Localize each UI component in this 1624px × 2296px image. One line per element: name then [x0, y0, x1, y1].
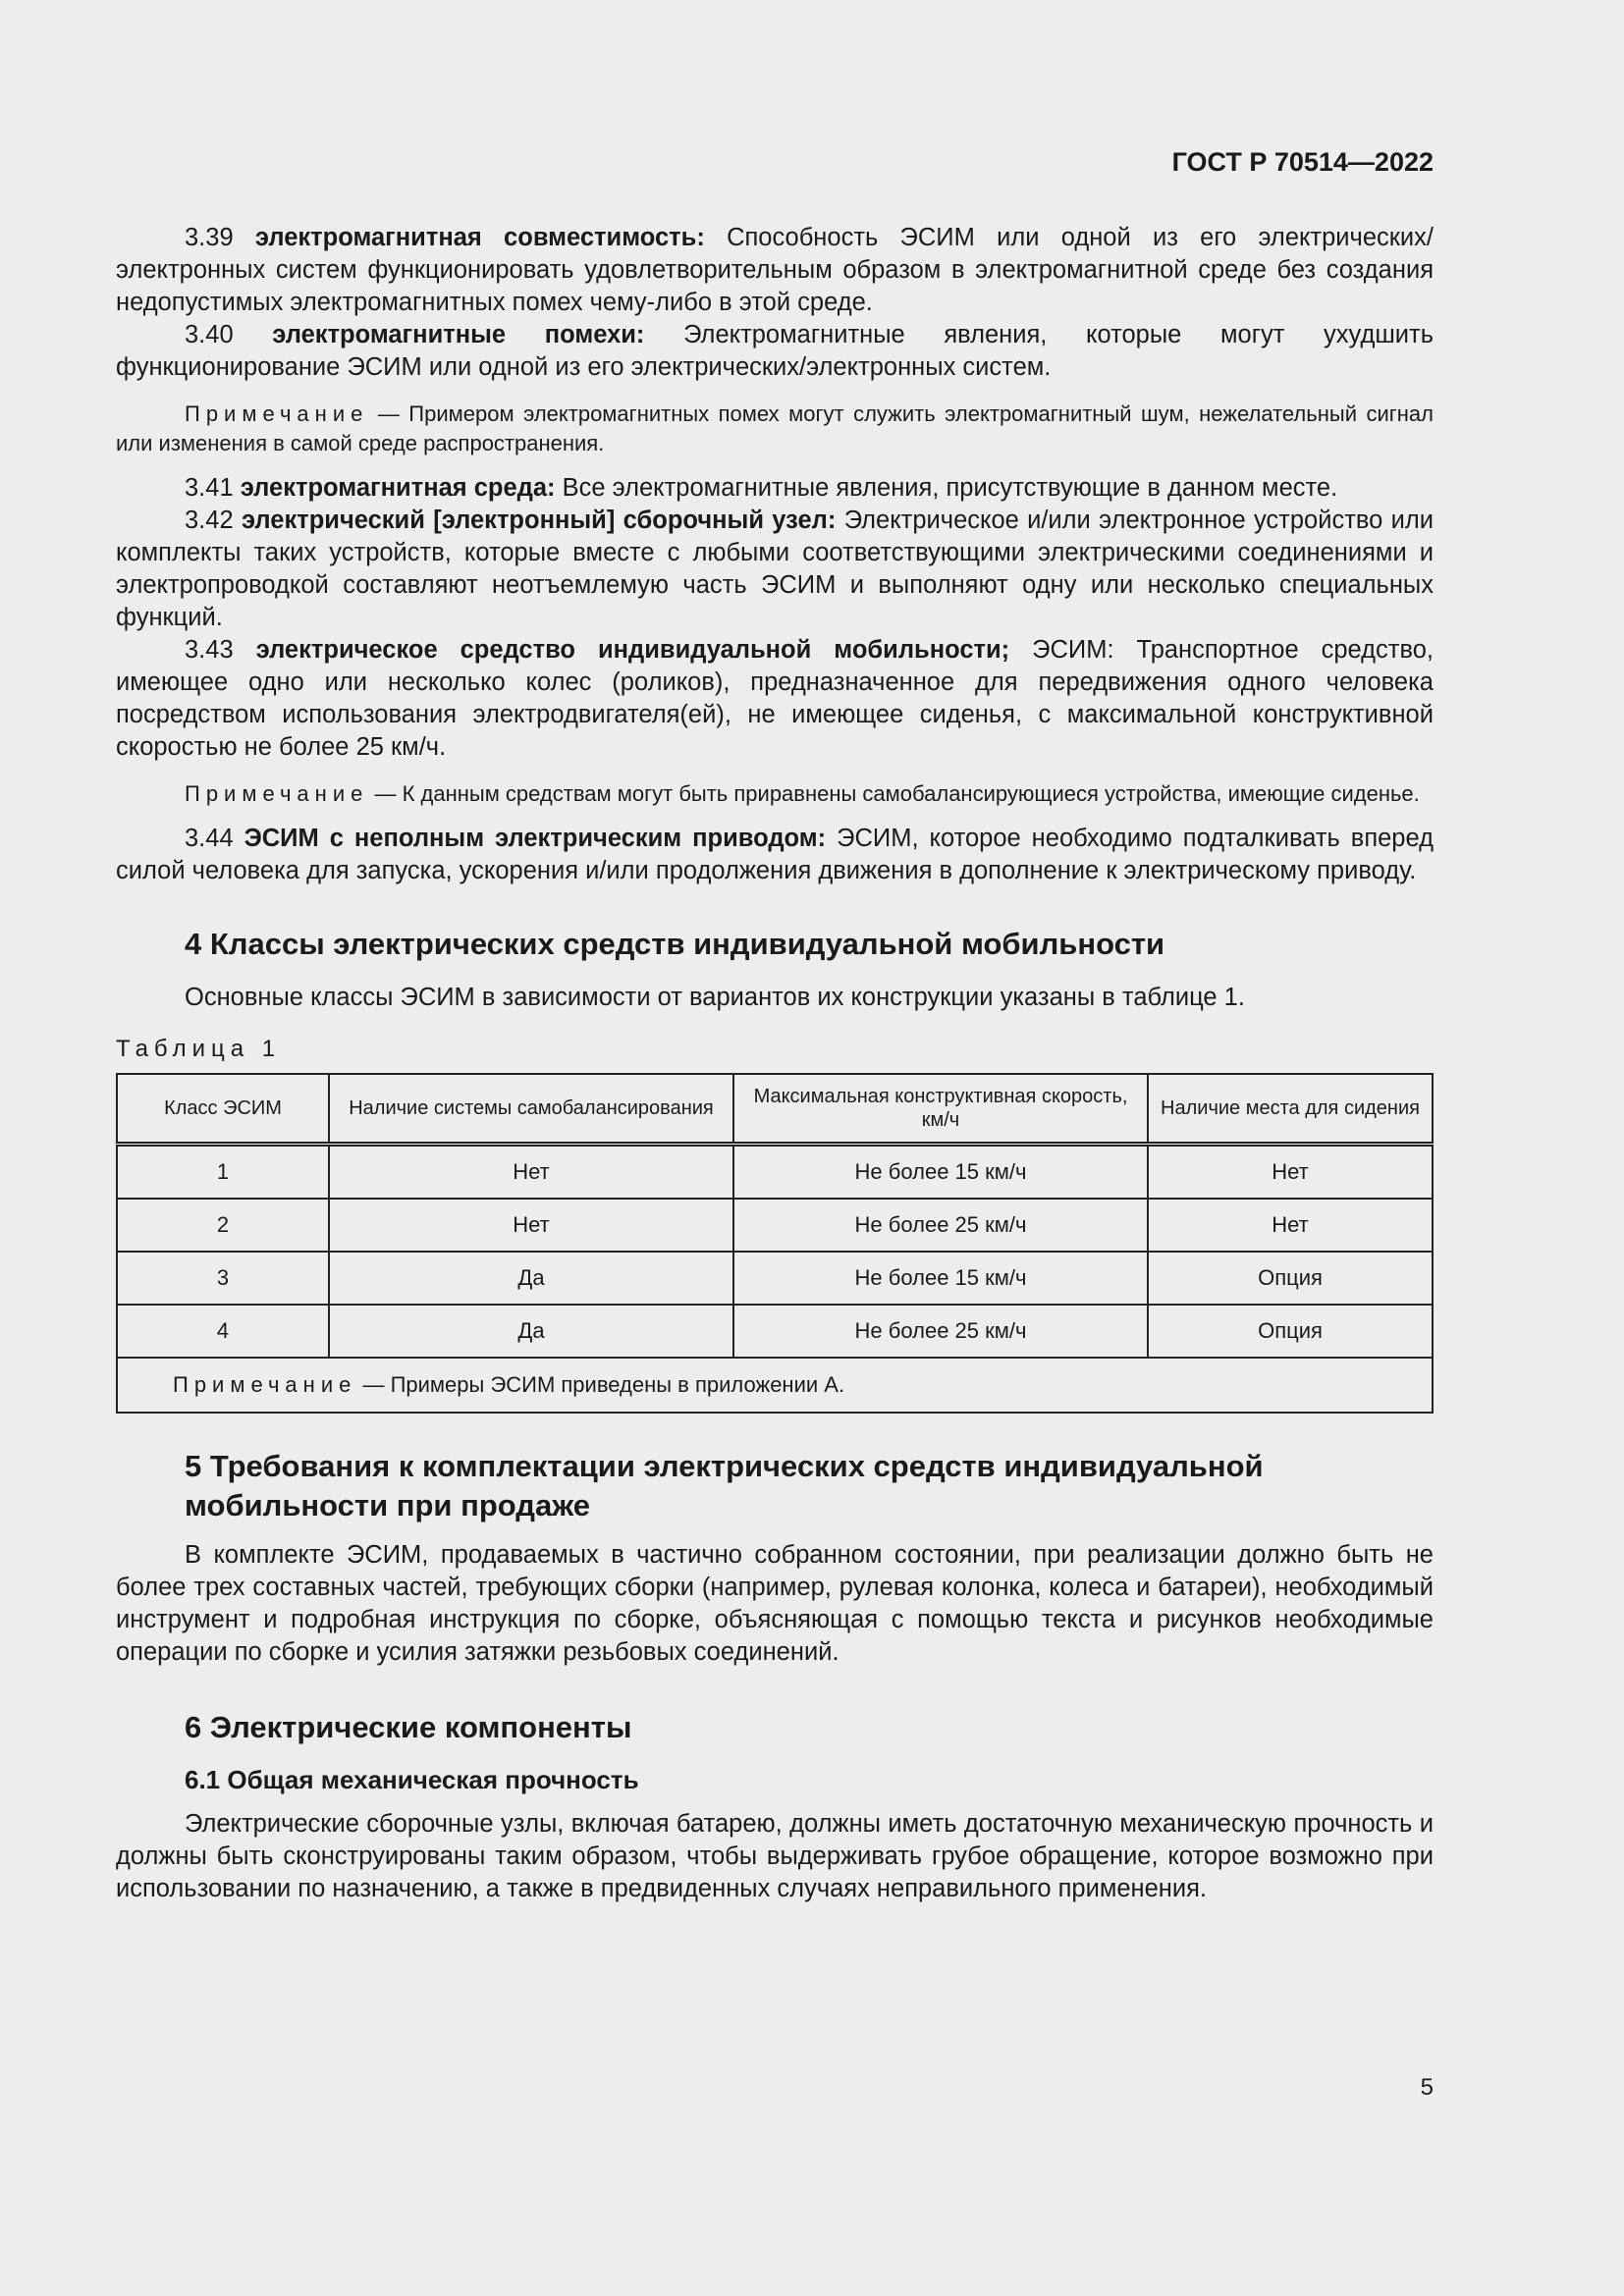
term-3-40 — [116, 319, 1434, 384]
table-cell: Опция — [1148, 1305, 1433, 1358]
term-definition: ЭСИМ: Транспортное средство, имеющее одно или несколько колес (роликов), предназначенное для передвижения одного человека посредством использования электродвигателя(ей), не имеющее сиденья, с максимальной конструктивной скоростью не более 25 км/ч. — [116, 636, 1434, 761]
table-cell: 4 — [117, 1305, 329, 1358]
term-definition: Все электромагнитные явления, присутствующие в данном месте. — [562, 474, 1338, 502]
table-row — [117, 1145, 1433, 1200]
term-number: 3.41 — [185, 474, 234, 502]
table-note-row — [117, 1358, 1433, 1413]
table-header-row — [117, 1074, 1433, 1145]
term-name: электрический [электронный] сборочный узел: — [241, 507, 837, 534]
note-text: — Примеры ЭСИМ приведены в приложении А. — [362, 1372, 845, 1397]
term-3-44 — [116, 823, 1434, 887]
table-cell: Опция — [1148, 1252, 1433, 1305]
term-number: 3.44 — [185, 825, 234, 852]
note-3-40 — [116, 400, 1434, 458]
term-name: электромагнитные помехи: — [272, 321, 645, 348]
note-3-43 — [116, 779, 1434, 809]
term-name: электрическое средство индивидуальной мобильности; — [255, 636, 1010, 664]
esim-classes-table — [116, 1073, 1434, 1414]
table-cell: Да — [329, 1252, 733, 1305]
term-number: 3.39 — [185, 224, 234, 251]
term-name: электромагнитная совместимость: — [254, 224, 705, 251]
table-row — [117, 1252, 1433, 1305]
table-cell: Нет — [1148, 1199, 1433, 1252]
term-definition: ЭСИМ, которое необходимо подталкивать вперед силой человека для запуска, ускорения и/или продолжения движения в дополнение к электрическому приводу. — [116, 825, 1434, 884]
section-6-title: 6 Электрические компоненты — [185, 1710, 632, 1744]
term-definition: Электрическое и/или электронное устройство или комплекты таких устройств, которые вместе с любыми соответствующими электрическими соединениями и электропроводкой составляют неотъемлемую часть ЭСИМ и выполняют одну или несколько специальных функций. — [116, 507, 1434, 631]
table-header-cell: Класс ЭСИМ — [117, 1074, 329, 1145]
table-cell: Нет — [1148, 1145, 1433, 1200]
document-header: ГОСТ Р 70514—2022 — [1171, 147, 1434, 177]
page-number: 5 — [1420, 2074, 1434, 2101]
table-cell: Не более 15 км/ч — [733, 1252, 1148, 1305]
table-row — [117, 1305, 1433, 1358]
note-label: Примечание — [173, 1372, 357, 1397]
table-caption: Таблица 1 — [116, 1036, 282, 1062]
term-3-41 — [116, 472, 1434, 505]
note-text: — К данным средствам могут быть приравнены самобалансирующиеся устройства, имеющие сиденье. — [374, 781, 1420, 806]
term-number: 3.40 — [185, 321, 234, 348]
term-name: ЭСИМ с неполным электрическим приводом: — [244, 825, 827, 852]
table-cell: Не более 25 км/ч — [733, 1199, 1148, 1252]
table-cell: 3 — [117, 1252, 329, 1305]
table-cell: 1 — [117, 1145, 329, 1200]
table-cell: Нет — [329, 1199, 733, 1252]
section-6-1-title: 6.1 Общая механическая прочность — [185, 1765, 639, 1794]
section-4-title: 4 Классы электрических средств индивидуальной мобильности — [185, 927, 1165, 961]
section-5-text: В комплекте ЭСИМ, продаваемых в частично собранном состоянии, при реализации должно быть не более трех составных частей, требующих сборки (например, рулевая колонка, колеса и батареи), необходимый инструмент и подробная инструкция по сборке, объясняющая с помощью текста и рисунков необходимые операции по сборке и усилия затяжки резьбовых соединений. — [116, 1541, 1434, 1666]
term-3-42 — [116, 505, 1434, 634]
term-definition: Способность ЭСИМ или одной из его электрических/электронных систем функционировать удовлетворительным образом в электромагнитной среде без создания недопустимых электромагнитных помех чему-либо в этой среде. — [116, 224, 1434, 316]
table-header-cell: Наличие места для сидения — [1148, 1074, 1433, 1145]
note-text: — Примером электромагнитных помех могут служить электромагнитный шум, нежелательный сигнал или изменения в самой среде распространения. — [116, 401, 1434, 455]
table-header-cell: Наличие системы самобалансирования — [329, 1074, 733, 1145]
section-5-title: 5 Требования к комплектации электрических средств индивидуальной мобильности при продаже — [185, 1449, 1264, 1522]
page-content — [116, 222, 1434, 1905]
table-header-cell: Максимальная конструктивная скорость, км/ч — [733, 1074, 1148, 1145]
table-cell: Не более 25 км/ч — [733, 1305, 1148, 1358]
section-4-intro: Основные классы ЭСИМ в зависимости от вариантов их конструкции указаны в таблице 1. — [185, 984, 1245, 1011]
table-cell: Нет — [329, 1145, 733, 1200]
term-3-39 — [116, 222, 1434, 319]
table-cell: Не более 15 км/ч — [733, 1145, 1148, 1200]
table-note — [117, 1358, 1433, 1413]
table-cell: 2 — [117, 1199, 329, 1252]
note-label: Примечание — [185, 781, 369, 806]
note-label: Примечание — [185, 401, 369, 426]
term-name: электромагнитная среда: — [240, 474, 556, 502]
term-number: 3.42 — [185, 507, 234, 534]
term-number: 3.43 — [185, 636, 234, 664]
section-6-1-text: Электрические сборочные узлы, включая батарею, должны иметь достаточную механическую прочность и должны быть сконструированы таким образом, чтобы выдерживать грубое обращение, которое возможно при использовании по назначению, а также в предвиденных случаях неправильного применения. — [116, 1810, 1434, 1902]
table-cell: Да — [329, 1305, 733, 1358]
term-3-43 — [116, 634, 1434, 764]
table-row — [117, 1199, 1433, 1252]
term-definition: Электромагнитные явления, которые могут ухудшить функционирование ЭСИМ или одной из его электрических/электронных систем. — [116, 321, 1434, 381]
